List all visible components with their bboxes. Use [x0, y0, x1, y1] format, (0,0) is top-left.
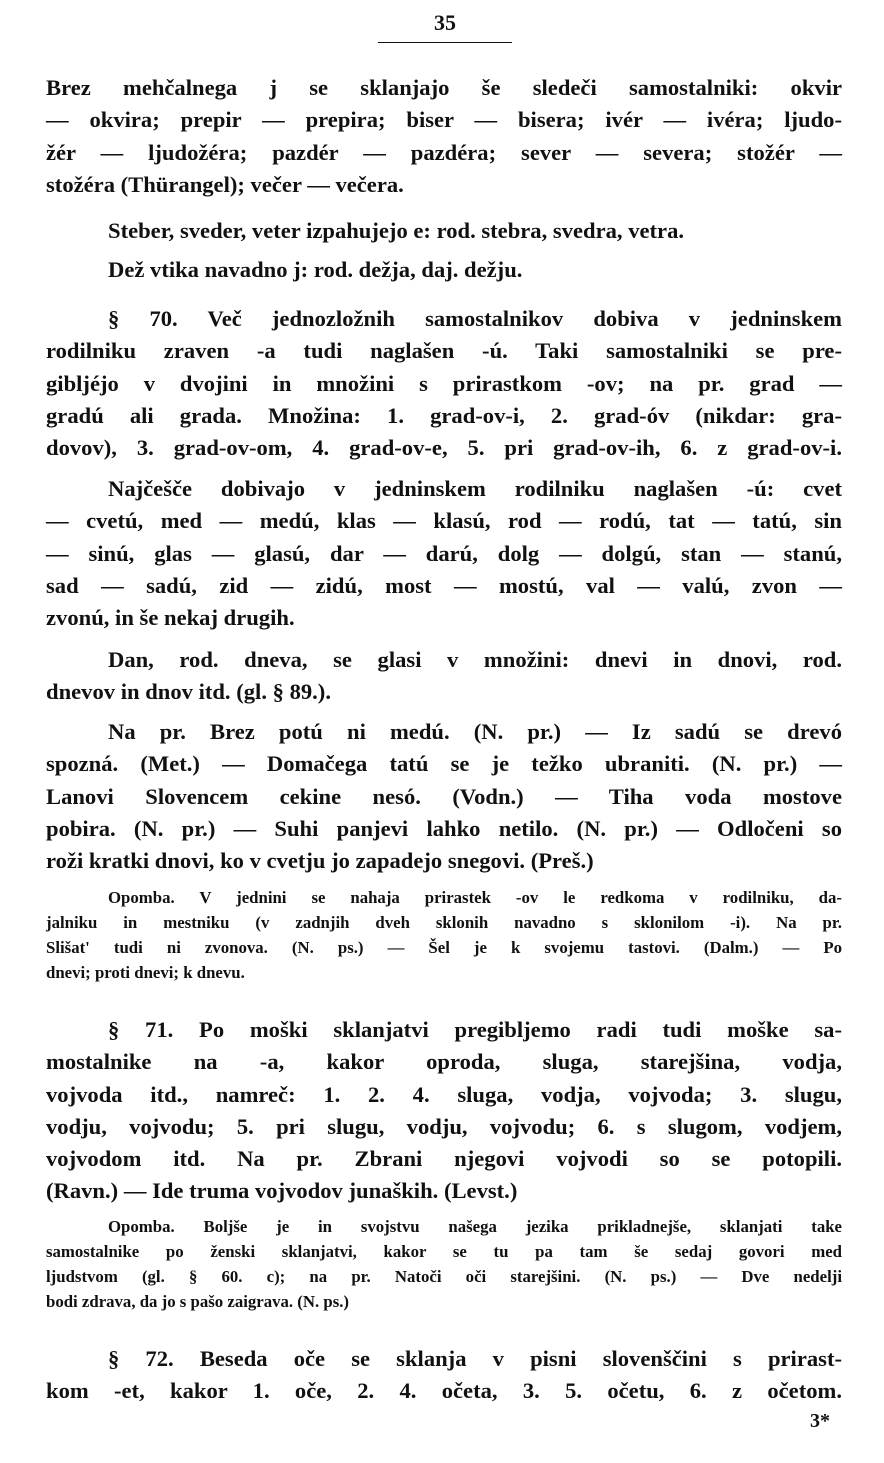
section-71 — [46, 1014, 842, 1208]
text-line: gibljéjo v dvojini in množini s prirastkom -ov; na pr. grad — — [46, 370, 842, 396]
signature-mark: 3* — [810, 1410, 830, 1432]
text-line: kom -et, kakor 1. oče, 2. 4. očeta, 3. 5. očetu, 6. z očetom. — [46, 1378, 842, 1404]
text-line: — okvira; prepir — prepira; biser — bisera; ivér — ivéra; ljudo- — [46, 107, 842, 133]
text-line: Na pr. Brez potú ni medú. (N. pr.) — Iz sadú se drevó — [108, 719, 842, 744]
text-line: Brez mehčalnega j se sklanjajo še sledeči samostalniki: okvir — [46, 75, 842, 100]
text-line: vodju, vojvodu; 5. pri slugu, vodju, vojvodu; 6. s slugom, vodjem, — [46, 1113, 842, 1139]
text-line: (Ravn.) — Ide truma vojvodov junaških. (Levst.) — [46, 1178, 518, 1204]
note-line: Slišat' tudi ni zvonova. (N. ps.) — Šel je k svojemu tastovi. (Dalm.) — Po — [46, 938, 842, 957]
text-line: Dan, rod. dneva, se glasi v množini: dnevi in dnovi, rod. — [108, 647, 842, 672]
text-line: vojvoda itd., namreč: 1. 2. 4. sluga, vodja, vojvoda; 3. slugu, — [46, 1081, 842, 1107]
text-line: Dež vtika navadno j: rod. dežja, daj. dežju. — [108, 257, 523, 282]
note-line: samostalnike po ženski sklanjatvi, kakor se tu pa tam še sedaj govori med — [46, 1242, 842, 1261]
text-line: Najčešče dobivajo v jedninskem rodilniku naglašen -ú: cvet — [108, 476, 842, 501]
note-line: jalniku in mestniku (v zadnjih dveh sklonih navadno s sklonilom -i). Na pr. — [46, 913, 842, 932]
paragraph-okvir — [46, 72, 842, 201]
text-line: stožéra (Thürangel); večer — večera. — [46, 171, 404, 197]
text-line: — cvetú, med — medú, klas — klasú, rod — rodú, tat — tatú, sin — [46, 508, 842, 534]
note-line: ljudstvom (gl. § 60. c); na pr. Natoči oči starejšini. (N. ps.) — Dve nedelji — [46, 1267, 842, 1286]
paragraph-najcesce — [46, 473, 842, 634]
text-line: — sinú, glas — glasú, dar — darú, dolg — dolgú, stan — stanú, — [46, 540, 842, 566]
note-line: dnevi; proti dnevi; k dnevu. — [46, 963, 245, 982]
text-line: zvonú, in še nekaj drugih. — [46, 605, 295, 631]
text-line: roži kratki dnovi, ko v cvetju jo zapadejo snegovi. (Preš.) — [46, 848, 594, 874]
section-heading-line: § 71. Po moški sklanjatvi pregibljemo radi tudi moške sa- — [108, 1017, 842, 1042]
text-line: dovov), 3. grad-ov-om, 4. grad-ov-e, 5. pri grad-ov-ih, 6. z grad-ov-i. — [46, 435, 842, 461]
text-line: Lanovi Slovencem cekine nesó. (Vodn.) — Tiha voda mostove — [46, 783, 842, 809]
paragraph-steber — [46, 215, 842, 247]
section-heading-line: § 72. Beseda oče se sklanja v pisni slovenščini s prirast- — [108, 1346, 842, 1371]
text-line: sad — sadú, zid — zidú, most — mostú, val — valú, zvon — — [46, 572, 842, 598]
text-line: Steber, sveder, veter izpahujejo e: rod. stebra, svedra, vetra. — [108, 218, 685, 243]
text-line: dnevov in dnov itd. (gl. § 89.). — [46, 679, 331, 705]
page-number: 35 — [434, 10, 456, 35]
section-70 — [46, 303, 842, 464]
text-line: mostalnike na -a, kakor oproda, sluga, starejšina, vodja, — [46, 1049, 842, 1075]
note-2 — [46, 1214, 842, 1314]
text-line: pobira. (N. pr.) — Suhi panjevi lahko netilo. (N. pr.) — Odločeni so — [46, 815, 842, 841]
text-line: rodilniku zraven -a tudi naglašen -ú. Taki samostalniki se pre- — [46, 338, 842, 364]
text-line: spozná. (Met.) — Domačega tatú se je težko ubraniti. (N. pr.) — — [46, 751, 842, 777]
paragraph-dan — [46, 644, 842, 709]
text-line: gradú ali grada. Množina: 1. grad-ov-i, 2. grad-óv (nikdar: gra- — [46, 402, 842, 428]
header-rule — [378, 42, 512, 43]
paragraph-dez — [46, 254, 842, 286]
note-line: bodi zdrava, da jo s pašo zaigrava. (N. ps.) — [46, 1292, 350, 1311]
note-1 — [46, 885, 842, 985]
paragraph-examples — [46, 716, 842, 877]
note-line: Opomba. Boljše je in svojstvu našega jezika prikladnejše, sklanjati take — [108, 1217, 842, 1236]
section-heading-line: § 70. Več jednozložnih samostalnikov dobiva v jedninskem — [108, 306, 842, 331]
text-line: žér — ljudožéra; pazdér — pazdéra; sever — severa; stožér — — [46, 139, 842, 165]
section-72 — [46, 1343, 842, 1408]
text-line: vojvodom itd. Na pr. Zbrani njegovi vojvodi so se potopili. — [46, 1146, 842, 1172]
note-line: Opomba. V jednini se nahaja prirastek -ov le redkoma v rodilniku, da- — [108, 888, 842, 907]
